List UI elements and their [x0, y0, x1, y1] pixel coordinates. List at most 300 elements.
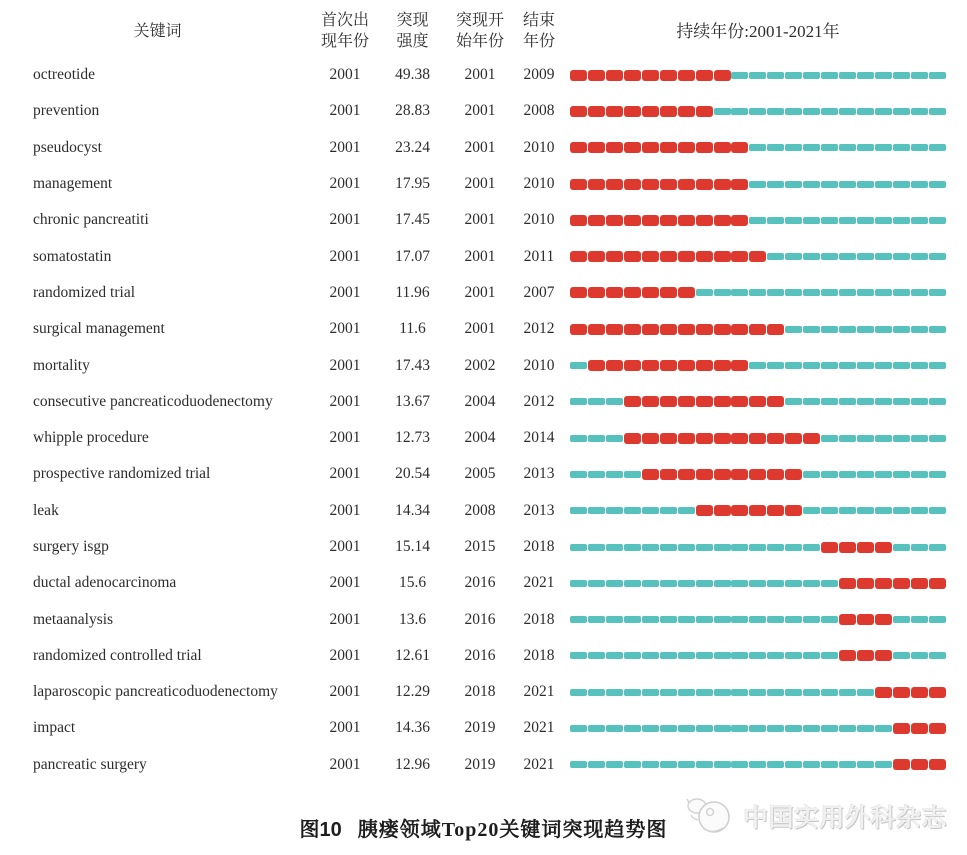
year-segment-base	[767, 725, 784, 732]
year-segment-base	[624, 544, 641, 551]
year-segment-base	[875, 507, 892, 514]
year-segment-base	[767, 616, 784, 623]
year-segment-base	[660, 507, 677, 514]
year-segment-base	[624, 507, 641, 514]
year-segment-burst	[839, 578, 856, 589]
year-segment-base	[821, 217, 838, 224]
year-segment-base	[857, 253, 874, 260]
year-segment-burst	[714, 505, 731, 516]
year-segment-base	[606, 398, 623, 405]
year-segment-base	[588, 398, 605, 405]
year-segment-base	[803, 580, 820, 587]
first-year-cell: 2001	[329, 356, 361, 374]
year-segment-burst	[642, 142, 659, 153]
burst-timeline-bar	[570, 395, 946, 408]
year-segment-base	[767, 580, 784, 587]
year-segment-base	[911, 616, 928, 623]
year-segment-burst	[588, 360, 605, 371]
year-segment-base	[714, 652, 731, 659]
year-segment-base	[785, 580, 802, 587]
year-segment-base	[767, 217, 784, 224]
year-segment-base	[893, 435, 910, 442]
strength-cell: 12.96	[395, 755, 430, 773]
first-year-cell: 2001	[329, 429, 361, 447]
year-segment-base	[893, 471, 910, 478]
first-year-cell: 2001	[329, 683, 361, 701]
year-segment-base	[785, 217, 802, 224]
year-segment-base	[731, 580, 748, 587]
year-segment-base	[785, 362, 802, 369]
burst-start-cell: 2018	[464, 683, 496, 701]
table-row	[0, 384, 967, 420]
first-year-cell: 2001	[329, 102, 361, 120]
year-segment-base	[749, 362, 766, 369]
year-segment-burst	[588, 106, 605, 117]
burst-timeline-bar	[570, 105, 946, 118]
burst-end-column-header: 结束 年份	[522, 12, 555, 50]
year-segment-base	[624, 580, 641, 587]
first-year-cell: 2001	[329, 392, 361, 410]
year-segment-base	[821, 580, 838, 587]
first-year-cell: 2001	[329, 538, 361, 555]
year-segment-base	[803, 217, 820, 224]
year-segment-base	[696, 616, 713, 623]
year-segment-base	[893, 398, 910, 405]
year-segment-base	[839, 144, 856, 151]
year-segment-burst	[678, 324, 695, 335]
year-segment-base	[714, 725, 731, 732]
year-segment-burst	[857, 650, 874, 661]
year-segment-base	[714, 108, 731, 115]
year-segment-burst	[929, 687, 946, 698]
year-segment-burst	[624, 360, 641, 371]
year-segment-burst	[803, 433, 820, 444]
year-segment-base	[893, 507, 910, 514]
year-segment-burst	[731, 142, 748, 153]
burst-end-cell: 2010	[523, 356, 555, 374]
year-segment-base	[696, 580, 713, 587]
year-segment-base	[660, 652, 677, 659]
year-segment-base	[803, 689, 820, 696]
year-segment-burst	[588, 324, 605, 335]
burst-start-cell: 2016	[464, 646, 496, 664]
year-segment-base	[767, 108, 784, 115]
year-segment-base	[714, 761, 731, 768]
table-row	[0, 638, 967, 674]
table-row	[0, 238, 967, 274]
year-segment-base	[767, 289, 784, 296]
table-row	[0, 166, 967, 202]
year-segment-base	[875, 253, 892, 260]
year-segment-burst	[624, 215, 641, 226]
year-segment-burst	[642, 70, 659, 81]
year-segment-burst	[696, 106, 713, 117]
burst-start-cell: 2001	[464, 283, 496, 301]
year-segment-base	[749, 72, 766, 79]
year-segment-burst	[660, 179, 677, 190]
year-segment-base	[857, 471, 874, 478]
table-header	[0, 0, 967, 55]
year-segment-base	[588, 689, 605, 696]
year-segment-base	[875, 435, 892, 442]
year-segment-base	[767, 761, 784, 768]
keyword-cell: surgical management	[33, 320, 165, 338]
year-segment-burst	[642, 396, 659, 407]
first-year-cell: 2001	[329, 320, 361, 338]
year-segment-burst	[642, 324, 659, 335]
year-segment-base	[731, 725, 748, 732]
strength-cell: 17.43	[395, 356, 430, 374]
year-segment-burst	[767, 396, 784, 407]
year-segment-base	[893, 72, 910, 79]
year-segment-base	[678, 507, 695, 514]
year-segment-base	[767, 689, 784, 696]
year-segment-base	[570, 435, 587, 442]
year-segment-base	[660, 761, 677, 768]
year-segment-burst	[731, 469, 748, 480]
year-segment-base	[731, 289, 748, 296]
year-segment-burst	[570, 324, 587, 335]
burst-end-cell: 2010	[523, 175, 555, 193]
strength-cell: 14.34	[395, 501, 430, 519]
strength-cell: 15.6	[398, 574, 427, 592]
first-year-cell: 2001	[329, 574, 361, 592]
year-segment-burst	[642, 179, 659, 190]
burst-timeline-bar	[570, 250, 946, 263]
year-segment-base	[875, 471, 892, 478]
year-segment-base	[803, 544, 820, 551]
year-segment-base	[875, 108, 892, 115]
burst-end-cell: 2011	[523, 247, 555, 265]
year-segment-base	[803, 181, 820, 188]
year-segment-base	[911, 326, 928, 333]
year-segment-base	[857, 72, 874, 79]
year-segment-burst	[606, 179, 623, 190]
year-segment-burst	[678, 360, 695, 371]
year-segment-burst	[696, 142, 713, 153]
year-segment-base	[839, 253, 856, 260]
burst-timeline-bar	[570, 468, 946, 481]
year-segment-base	[929, 362, 946, 369]
year-segment-burst	[660, 142, 677, 153]
year-segment-burst	[678, 469, 695, 480]
year-segment-base	[821, 435, 838, 442]
burst-end-cell: 2021	[523, 755, 555, 773]
year-segment-base	[821, 181, 838, 188]
year-segment-base	[678, 689, 695, 696]
year-segment-base	[839, 398, 856, 405]
year-segment-base	[893, 144, 910, 151]
year-segment-burst	[875, 578, 892, 589]
year-segment-burst	[588, 215, 605, 226]
year-segment-base	[731, 72, 748, 79]
year-segment-burst	[714, 142, 731, 153]
burst-end-cell: 2010	[523, 211, 555, 229]
year-segment-base	[570, 761, 587, 768]
strength-cell: 20.54	[395, 465, 430, 483]
year-segment-base	[875, 217, 892, 224]
year-segment-burst	[839, 650, 856, 661]
year-segment-base	[642, 544, 659, 551]
year-segment-burst	[624, 106, 641, 117]
year-segment-burst	[642, 215, 659, 226]
year-segment-burst	[660, 70, 677, 81]
year-segment-burst	[714, 70, 731, 81]
year-segment-base	[839, 761, 856, 768]
year-segment-burst	[660, 433, 677, 444]
year-segment-burst	[624, 324, 641, 335]
year-segment-base	[767, 181, 784, 188]
strength-cell: 23.24	[395, 138, 430, 156]
strength-cell: 11.96	[395, 283, 430, 301]
year-segment-burst	[606, 324, 623, 335]
year-segment-burst	[678, 433, 695, 444]
year-segment-burst	[660, 287, 677, 298]
year-segment-base	[660, 689, 677, 696]
year-segment-burst	[606, 360, 623, 371]
year-segment-base	[714, 544, 731, 551]
burst-end-cell: 2012	[523, 392, 555, 410]
year-segment-base	[606, 435, 623, 442]
first-year-column-header: 首次出 现年份	[320, 12, 369, 50]
year-segment-base	[624, 689, 641, 696]
first-year-cell: 2001	[329, 755, 361, 773]
year-segment-base	[642, 725, 659, 732]
year-segment-base	[749, 580, 766, 587]
year-segment-base	[839, 435, 856, 442]
year-segment-burst	[749, 251, 766, 262]
burst-start-cell: 2015	[464, 538, 496, 555]
year-segment-base	[749, 761, 766, 768]
table-row	[0, 565, 967, 601]
year-segment-base	[911, 362, 928, 369]
year-segment-base	[929, 616, 946, 623]
year-segment-base	[570, 616, 587, 623]
year-segment-base	[678, 725, 695, 732]
year-segment-base	[731, 616, 748, 623]
year-segment-burst	[767, 433, 784, 444]
keyword-cell: management	[33, 175, 113, 193]
keyword-column-header: 关键词	[133, 22, 182, 40]
year-segment-burst	[696, 70, 713, 81]
year-segment-base	[839, 725, 856, 732]
burst-start-column-header: 突现开 始年份	[455, 12, 504, 50]
table-row	[0, 493, 967, 529]
year-segment-burst	[731, 396, 748, 407]
year-segment-base	[929, 181, 946, 188]
strength-cell: 12.73	[395, 429, 430, 447]
year-segment-burst	[785, 469, 802, 480]
year-segment-base	[624, 471, 641, 478]
burst-timeline-bar	[570, 69, 946, 82]
year-segment-burst	[893, 687, 910, 698]
burst-start-cell: 2001	[464, 211, 496, 229]
year-segment-base	[588, 507, 605, 514]
year-segment-burst	[875, 687, 892, 698]
table-row	[0, 347, 967, 383]
year-segment-burst	[624, 396, 641, 407]
table-row	[0, 747, 967, 783]
year-segment-burst	[624, 251, 641, 262]
year-segment-burst	[911, 723, 928, 734]
year-segment-base	[588, 435, 605, 442]
year-segment-burst	[624, 179, 641, 190]
year-segment-base	[606, 544, 623, 551]
year-segment-burst	[911, 687, 928, 698]
year-segment-base	[911, 398, 928, 405]
burst-timeline-bar	[570, 541, 946, 554]
year-segment-burst	[893, 723, 910, 734]
year-segment-base	[875, 144, 892, 151]
year-segment-base	[839, 289, 856, 296]
year-segment-base	[785, 616, 802, 623]
year-segment-base	[749, 689, 766, 696]
burst-end-cell: 2021	[523, 574, 555, 592]
year-segment-burst	[696, 469, 713, 480]
year-segment-burst	[875, 542, 892, 553]
year-segment-burst	[570, 251, 587, 262]
burst-timeline-bar	[570, 432, 946, 445]
year-segment-base	[696, 289, 713, 296]
year-segment-base	[929, 398, 946, 405]
year-segment-burst	[929, 723, 946, 734]
burst-start-cell: 2001	[464, 320, 496, 338]
year-segment-base	[875, 289, 892, 296]
year-segment-base	[714, 689, 731, 696]
burst-timeline-bar	[570, 613, 946, 626]
year-segment-base	[588, 544, 605, 551]
year-segment-burst	[606, 251, 623, 262]
year-segment-burst	[911, 578, 928, 589]
year-segment-base	[749, 108, 766, 115]
year-segment-base	[929, 253, 946, 260]
year-segment-burst	[678, 251, 695, 262]
year-segment-burst	[696, 324, 713, 335]
first-year-cell: 2001	[329, 138, 361, 156]
year-segment-base	[749, 144, 766, 151]
year-segment-base	[803, 144, 820, 151]
year-segment-base	[911, 507, 928, 514]
burst-end-cell: 2009	[523, 66, 555, 84]
year-segment-burst	[821, 542, 838, 553]
year-segment-burst	[767, 469, 784, 480]
year-segment-base	[570, 652, 587, 659]
year-segment-burst	[678, 215, 695, 226]
year-segment-base	[911, 289, 928, 296]
year-segment-base	[570, 689, 587, 696]
year-segment-base	[875, 362, 892, 369]
burst-end-cell: 2021	[523, 719, 555, 737]
year-segment-burst	[785, 433, 802, 444]
year-segment-base	[606, 761, 623, 768]
year-segment-base	[696, 652, 713, 659]
year-segment-burst	[714, 433, 731, 444]
year-segment-burst	[570, 179, 587, 190]
burst-start-cell: 2001	[464, 66, 496, 84]
year-segment-burst	[624, 433, 641, 444]
year-segment-base	[821, 689, 838, 696]
year-segment-burst	[588, 287, 605, 298]
keyword-cell: randomized controlled trial	[33, 646, 202, 664]
keyword-cell: prevention	[33, 102, 100, 120]
burst-end-cell: 2018	[523, 646, 555, 664]
year-segment-base	[624, 652, 641, 659]
year-segment-burst	[642, 106, 659, 117]
journal-mascot-icon	[683, 793, 735, 839]
first-year-cell: 2001	[329, 66, 361, 84]
burst-timeline-bar	[570, 141, 946, 154]
year-segment-base	[749, 652, 766, 659]
year-segment-base	[678, 652, 695, 659]
first-year-cell: 2001	[329, 646, 361, 664]
year-segment-base	[857, 725, 874, 732]
keyword-cell: whipple procedure	[33, 429, 149, 447]
year-segment-burst	[696, 360, 713, 371]
year-segment-base	[660, 580, 677, 587]
year-segment-base	[785, 253, 802, 260]
year-segment-base	[875, 72, 892, 79]
year-segment-base	[678, 616, 695, 623]
burst-end-cell: 2014	[523, 429, 555, 447]
table-row	[0, 275, 967, 311]
year-segment-burst	[588, 179, 605, 190]
burst-start-cell: 2005	[464, 465, 496, 483]
burst-end-cell: 2021	[523, 683, 555, 701]
year-segment-base	[642, 689, 659, 696]
year-segment-burst	[660, 324, 677, 335]
year-segment-base	[893, 217, 910, 224]
year-segment-burst	[749, 505, 766, 516]
year-segment-base	[911, 471, 928, 478]
burst-start-cell: 2001	[464, 102, 496, 120]
year-segment-base	[929, 471, 946, 478]
year-segment-burst	[714, 396, 731, 407]
strength-cell: 12.61	[395, 646, 430, 664]
burst-end-cell: 2012	[523, 320, 555, 338]
year-segment-base	[839, 108, 856, 115]
year-segment-base	[785, 725, 802, 732]
year-segment-base	[821, 108, 838, 115]
year-segment-burst	[714, 251, 731, 262]
year-segment-base	[570, 725, 587, 732]
burst-start-cell: 2002	[464, 356, 496, 374]
burst-timeline-bar	[570, 323, 946, 336]
year-segment-base	[857, 507, 874, 514]
table-row	[0, 529, 967, 565]
year-segment-base	[588, 616, 605, 623]
year-segment-base	[785, 72, 802, 79]
keyword-cell: randomized trial	[33, 283, 135, 301]
year-segment-base	[570, 544, 587, 551]
year-segment-base	[857, 761, 874, 768]
year-segment-burst	[678, 142, 695, 153]
journal-watermark	[683, 793, 947, 839]
year-segment-base	[893, 652, 910, 659]
year-segment-base	[642, 580, 659, 587]
year-segment-base	[642, 507, 659, 514]
year-segment-base	[767, 144, 784, 151]
year-segment-base	[660, 544, 677, 551]
year-segment-burst	[588, 251, 605, 262]
year-segment-base	[660, 725, 677, 732]
year-segment-base	[803, 398, 820, 405]
year-segment-base	[803, 108, 820, 115]
year-segment-base	[803, 289, 820, 296]
strength-cell: 17.95	[395, 175, 430, 193]
table-row	[0, 420, 967, 456]
year-segment-base	[803, 616, 820, 623]
year-segment-burst	[570, 142, 587, 153]
